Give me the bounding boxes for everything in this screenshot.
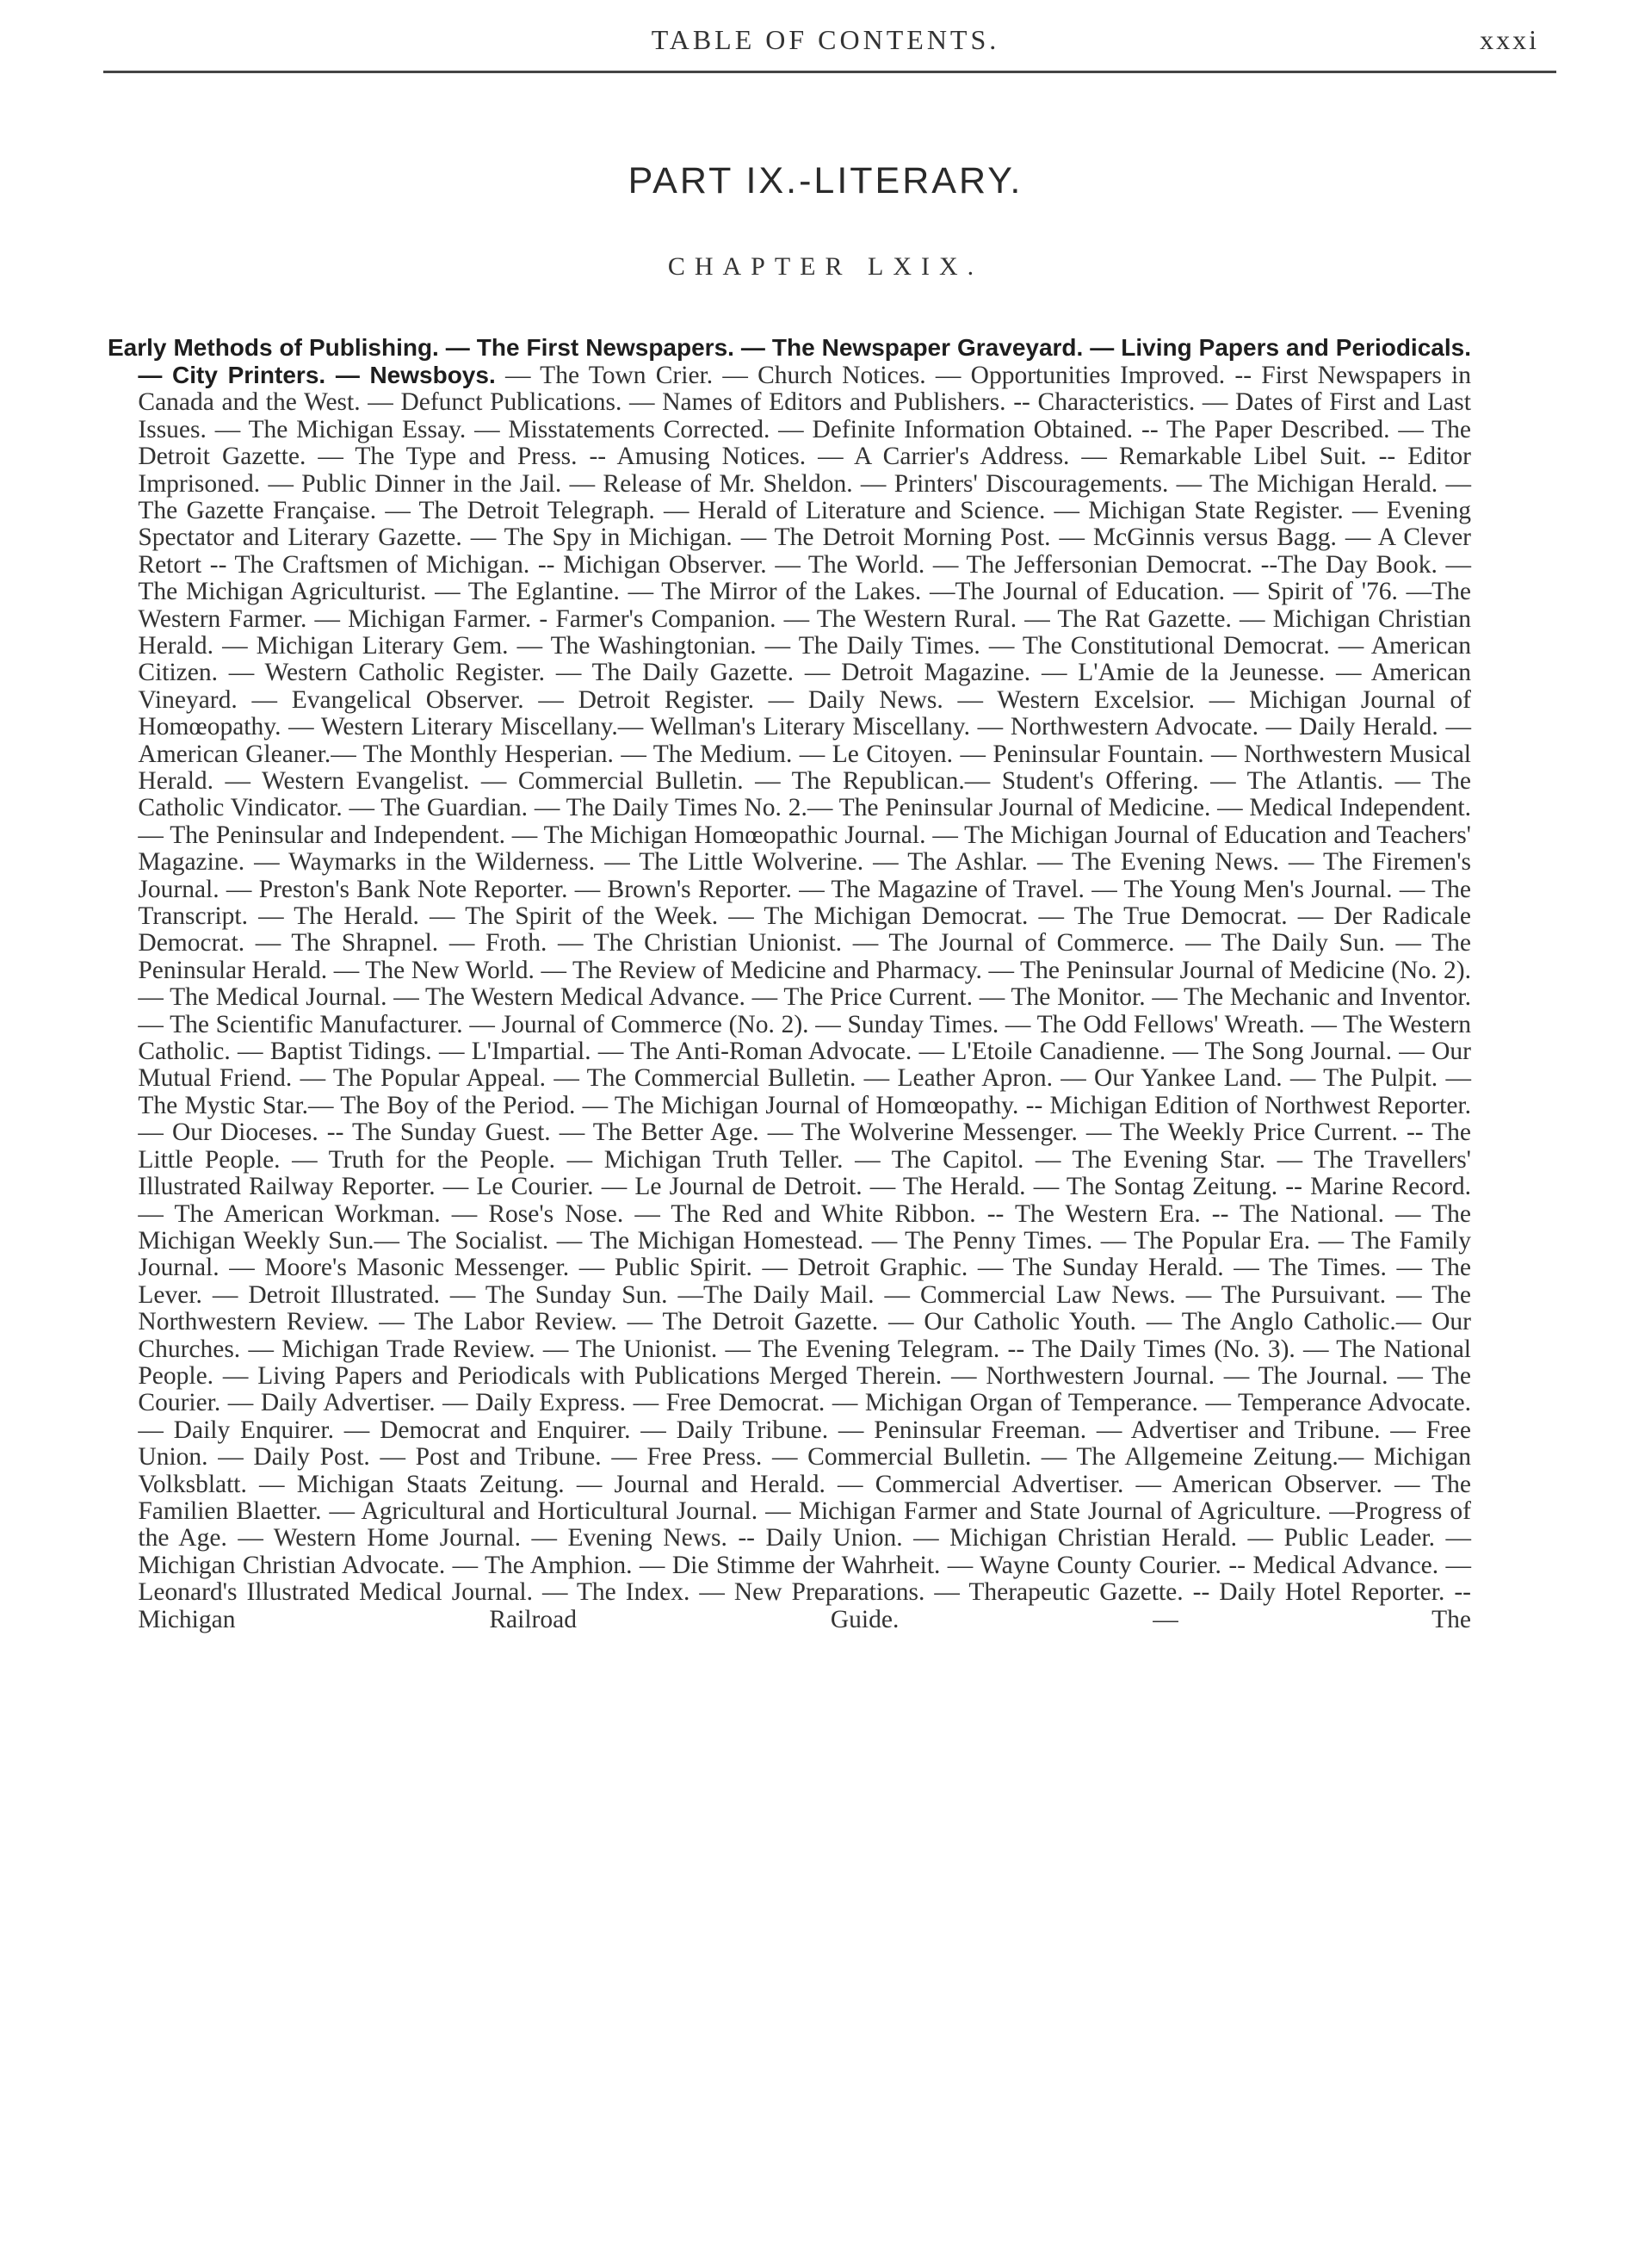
running-head: [0, 24, 1651, 65]
page-number: xxxi: [1480, 24, 1539, 55]
running-title: TABLE OF CONTENTS.: [651, 24, 1000, 55]
contents-lead: Early Methods of Publishing. — The First Newspapers. — The Newspaper Graveyard. — Living Papers and Periodicals. — City Printers. — Newsboys.: [108, 333, 1471, 388]
header-rule: [103, 71, 1556, 73]
part-title: PART IX.-LITERARY.: [628, 160, 1023, 201]
chapter-contents-paragraph: [108, 334, 1471, 1634]
chapter-title: CHAPTER LXIX.: [667, 252, 984, 281]
contents-body: — The Town Crier. — Church Notices. — Opportunities Improved. -- First Newspapers in Canada and the West. — Defunct Publications. — Names of Editors and Publishers. -- Characteristics. — Dates of First and Last Issues. — The Michigan Essay. — Misstatements Corrected. — Definite Information Obtained. -- The Paper Described. — The Detroit Gazette. — The Type and Press. -- Amusing Notices. — A Carrier's Address. — Remarkable Libel Suit. -- Editor Imprisoned. — Public Dinner in the Jail. — Release of Mr. Sheldon. — Printers' Discouragements. — The Michigan Herald. — The Gazette Française. — The Detroit Telegraph. — Herald of Literature and Science. — Michigan State Register. — Evening Spectator and Literary Gazette. — The Spy in Michigan. — The Detroit Morning Post. — McGinnis versus Bagg. — A Clever Retort -- The Craftsmen of Michigan. -- Michigan Observer. — The World. — The Jeffersonian Democrat. --The Day Book. — The Michigan Agriculturist. — The Eglantine. — The Mirror of the Lakes. —The Journal of Education. — Spirit of '76. —The Western Farmer. — Michigan Farmer. - Farmer's Companion. — The Western Rural. — The Rat Gazette. — Michigan Christian Herald. — Michigan Literary Gem. — The Washingtonian. — The Daily Times. — The Constitutional Democrat. — American Citizen. — Western Catholic Register. — The Daily Gazette. — Detroit Magazine. — L'Amie de la Jeunesse. — American Vineyard. — Evangelical Observer. — Detroit Register. — Daily News. — Western Excelsior. — Michigan Journal of Homœopathy. — Western Literary Miscellany.— Wellman's Literary Miscellany. — Northwestern Advocate. — Daily Herald. — American Gleaner.— The Monthly Hesperian. — The Medium. — Le Citoyen. — Peninsular Fountain. — Northwestern Musical Herald. — Western Evangelist. — Commercial Bulletin. — The Republican.— Student's Offering. — The Atlantis. — The Catholic Vindicator. — The Guardian. — The Daily Times No. 2.— The Peninsular Journal of Medicine. — Medical Independent. — The Peninsular and Independent. — The Michigan Homœopathic Journal. — The Michigan Journal of Education and Teachers' Magazine. — Waymarks in the Wilderness. — The Little Wolverine. — The Ashlar. — The Evening News. — The Firemen's Journal. — Preston's Bank Note Reporter. — Brown's Reporter. — The Magazine of Travel. — The Young Men's Journal. — The Transcript. — The Herald. — The Spirit of the Week. — The Michigan Democrat. — The True Democrat. — Der Radicale Democrat. — The Shrapnel. — Froth. — The Christian Unionist. — The Journal of Commerce. — The Daily Sun. — The Peninsular Herald. — The New World. — The Review of Medicine and Pharmacy. — The Peninsular Journal of Medicine (No. 2). — The Medical Journal. — The Western Medical Advance. — The Price Current. — The Monitor. — The Mechanic and Inventor. — The Scientific Manufacturer. — Journal of Commerce (No. 2). — Sunday Times. — The Odd Fellows' Wreath. — The Western Catholic. — Baptist Tidings. — L'Impartial. — The Anti-Roman Advocate. — L'Etoile Canadienne. — The Song Journal. — Our Mutual Friend. — The Popular Appeal. — The Commercial Bulletin. — Leather Apron. — Our Yankee Land. — The Pulpit. — The Mystic Star.— The Boy of the Period. — The Michigan Journal of Homœopathy. -- Michigan Edition of Northwest Reporter. — Our Dioceses. -- The Sunday Guest. — The Better Age. — The Wolverine Messenger. — The Weekly Price Current. -- The Little People. — Truth for the People. — Michigan Truth Teller. — The Capitol. — The Evening Star. — The Travellers' Illustrated Railway Reporter. — Le Courier. — Le Journal de Detroit. — The Herald. — The Sontag Zeitung. -- Marine Record. — The American Workman. — Rose's Nose. — The Red and White Ribbon. -- The Western Era. -- The National. — The Michigan Weekly Sun.— The Socialist. — The Michigan Homestead. — The Penny Times. — The Popular Era. — The Family Journal. — Moore's Masonic Messenger. — Public Spirit. — Detroit Graphic. — The Sunday Herald. — The Times. — The Lever. — Detroit Illustrated. — The Sunday Sun. —The Daily Mail. — Commercial Law News. — The Pursuivant. — The Northwestern Review. — The Labor Review. — The Detroit Gazette. — Our Catholic Youth. — The Anglo Catholic.— Our Churches. — Michigan Trade Review. — The Unionist. — The Evening Telegram. -- The Daily Times (No. 3). — The National People. — Living Papers and Periodicals with Publications Merged Therein. — Northwestern Journal. — The Journal. — The Courier. — Daily Advertiser. — Daily Express. — Free Democrat. — Michigan Organ of Temperance. — Temperance Advocate. — Daily Enquirer. — Democrat and Enquirer. — Daily Tribune. — Peninsular Freeman. — Advertiser and Tribune. — Free Union. — Daily Post. — Post and Tribune. — Free Press. — Commercial Bulletin. — The Allgemeine Zeitung.— Michigan Volksblatt. — Michigan Staats Zeitung. — Journal and Herald. — Commercial Advertiser. — American Observer. — The Familien Blaetter. — Agricultural and Horticultural Journal. — Michigan Farmer and State Journal of Agriculture. —Progress of the Age. — Western Home Journal. — Evening News. -- Daily Union. — Michigan Christian Herald. — Public Leader. — Michigan Christian Advocate. — The Amphion. — Die Stimme der Wahrheit. — Wayne County Courier. -- Medical Advance. — Leonard's Illustrated Medical Journal. — The Index. — New Preparations. — Therapeutic Gazette. -- Daily Hotel Reporter. -- Michigan Railroad Guide. — The: [138, 361, 1471, 1633]
